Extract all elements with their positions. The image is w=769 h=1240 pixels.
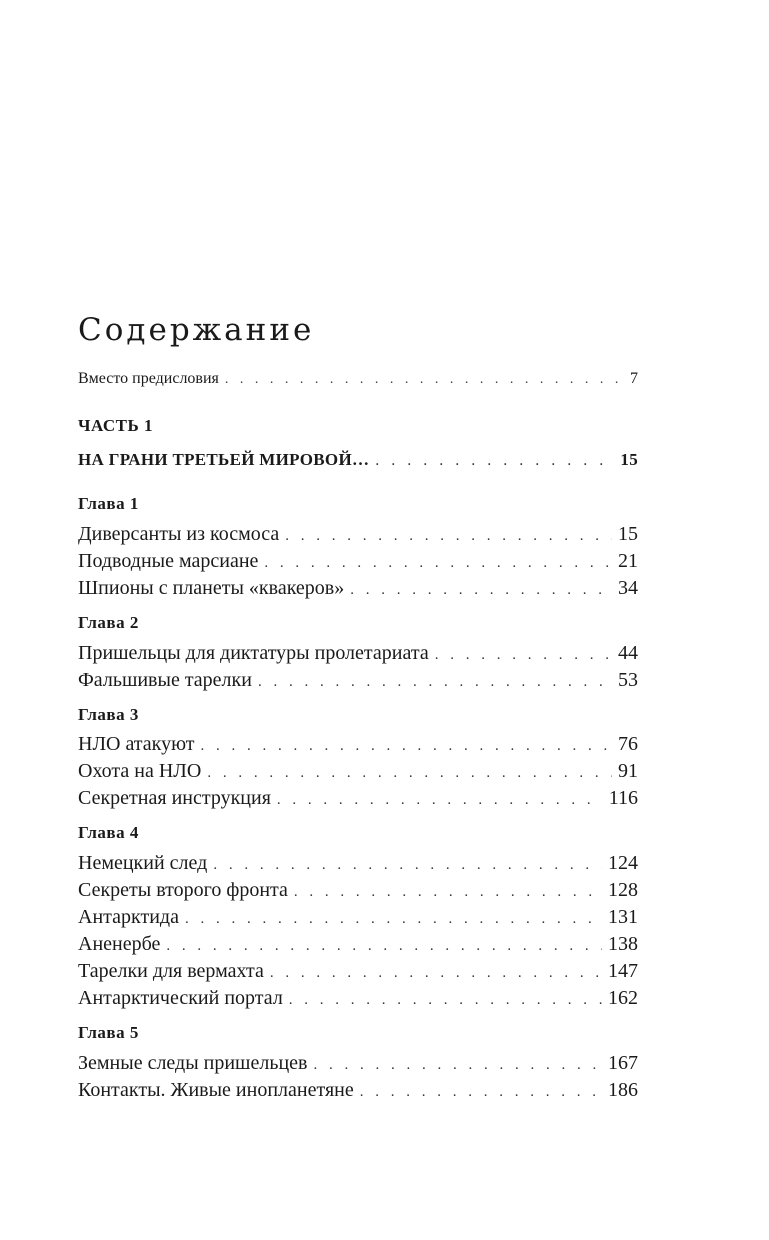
toc-entry[interactable]	[78, 985, 638, 1013]
entry-page-number: 15	[620, 450, 638, 469]
entry-page-number: 76	[618, 733, 638, 755]
entry-label: Пришельцы для диктатуры пролетариата	[78, 642, 429, 664]
entry-page-number: 21	[618, 550, 638, 572]
dot-leader	[360, 1079, 602, 1105]
entry-label: Охота на НЛО	[78, 760, 202, 782]
entry-label: Секретная инструкция	[78, 787, 271, 809]
toc-entry[interactable]	[78, 667, 638, 695]
toc-entry[interactable]	[78, 877, 638, 905]
entry-label: НЛО атакуют	[78, 733, 195, 755]
dot-leader	[258, 669, 612, 695]
part-heading: ЧАСТЬ 1	[78, 416, 154, 435]
entry-label: Вместо предисловия	[78, 370, 219, 387]
chapter-heading: Глава 5	[78, 1023, 139, 1042]
toc-entry[interactable]	[78, 575, 638, 603]
dot-leader	[435, 642, 612, 668]
dot-leader	[313, 1052, 602, 1078]
entry-page-number: 7	[630, 370, 638, 387]
entry-page-number: 34	[618, 577, 638, 599]
toc-entry[interactable]	[78, 904, 638, 932]
entry-page-number: 124	[608, 852, 638, 874]
dot-leader	[270, 960, 602, 986]
entry-page-number: 128	[608, 879, 638, 901]
entry-page-number: 147	[608, 960, 638, 982]
entry-label: Подводные марсиане	[78, 550, 259, 572]
entry-page-number: 162	[608, 987, 638, 1009]
toc-entry[interactable]	[78, 931, 638, 959]
entry-label: НА ГРАНИ ТРЕТЬЕЙ МИРОВОЙ…	[78, 450, 370, 469]
chapter-heading: Глава 4	[78, 823, 139, 842]
entry-page-number: 116	[608, 787, 638, 809]
entry-label: Шпионы с планеты «квакеров»	[78, 577, 345, 599]
toc-entry[interactable]	[78, 548, 638, 576]
entry-label: Тарелки для вермахта	[78, 960, 264, 982]
toc-entry[interactable]	[78, 758, 638, 786]
entry-page-number: 131	[608, 906, 638, 928]
entry-label: Аненербе	[78, 933, 161, 955]
toc-entry[interactable]	[78, 1077, 638, 1105]
chapter-heading: Глава 1	[78, 494, 139, 513]
entry-page-number: 15	[618, 523, 638, 545]
dot-leader	[294, 879, 602, 905]
dot-leader	[213, 852, 602, 878]
dot-leader	[350, 577, 612, 603]
dot-leader	[185, 906, 602, 932]
toc-title: Содержание	[78, 312, 315, 348]
entry-page-number: 91	[618, 760, 638, 782]
toc-entry-part-title[interactable]	[78, 447, 638, 474]
entry-label: Антарктический портал	[78, 987, 283, 1009]
toc-entry[interactable]	[78, 850, 638, 878]
entry-page-number: 44	[618, 642, 638, 664]
entry-label: Диверсанты из космоса	[78, 523, 280, 545]
entry-page-number: 53	[618, 669, 638, 691]
chapter-heading: Глава 2	[78, 613, 139, 632]
dot-leader	[166, 933, 602, 959]
entry-page-number: 138	[608, 933, 638, 955]
dot-leader	[285, 523, 612, 549]
entry-label: Секреты второго фронта	[78, 879, 288, 901]
toc-entry[interactable]	[78, 640, 638, 668]
entry-page-number: 167	[608, 1052, 638, 1074]
dot-leader	[375, 448, 614, 474]
toc-entry[interactable]	[78, 521, 638, 549]
toc-entry[interactable]	[78, 1050, 638, 1078]
toc-entry[interactable]	[78, 731, 638, 759]
toc-entry[interactable]	[78, 785, 638, 813]
toc-entry[interactable]	[78, 958, 638, 986]
entry-label: Антарктида	[78, 906, 179, 928]
entry-label: Земные следы пришельцев	[78, 1052, 308, 1074]
entry-label: Контакты. Живые инопланетяне	[78, 1079, 354, 1101]
dot-leader	[207, 760, 612, 786]
toc-entry-intro[interactable]	[78, 366, 638, 393]
entry-page-number: 186	[608, 1079, 638, 1101]
dot-leader	[225, 367, 624, 393]
entry-label: Фальшивые тарелки	[78, 669, 252, 691]
chapter-heading: Глава 3	[78, 705, 139, 724]
dot-leader	[277, 787, 603, 813]
dot-leader	[264, 550, 612, 576]
dot-leader	[289, 987, 602, 1013]
entry-label: Немецкий след	[78, 852, 208, 874]
dot-leader	[201, 733, 612, 759]
